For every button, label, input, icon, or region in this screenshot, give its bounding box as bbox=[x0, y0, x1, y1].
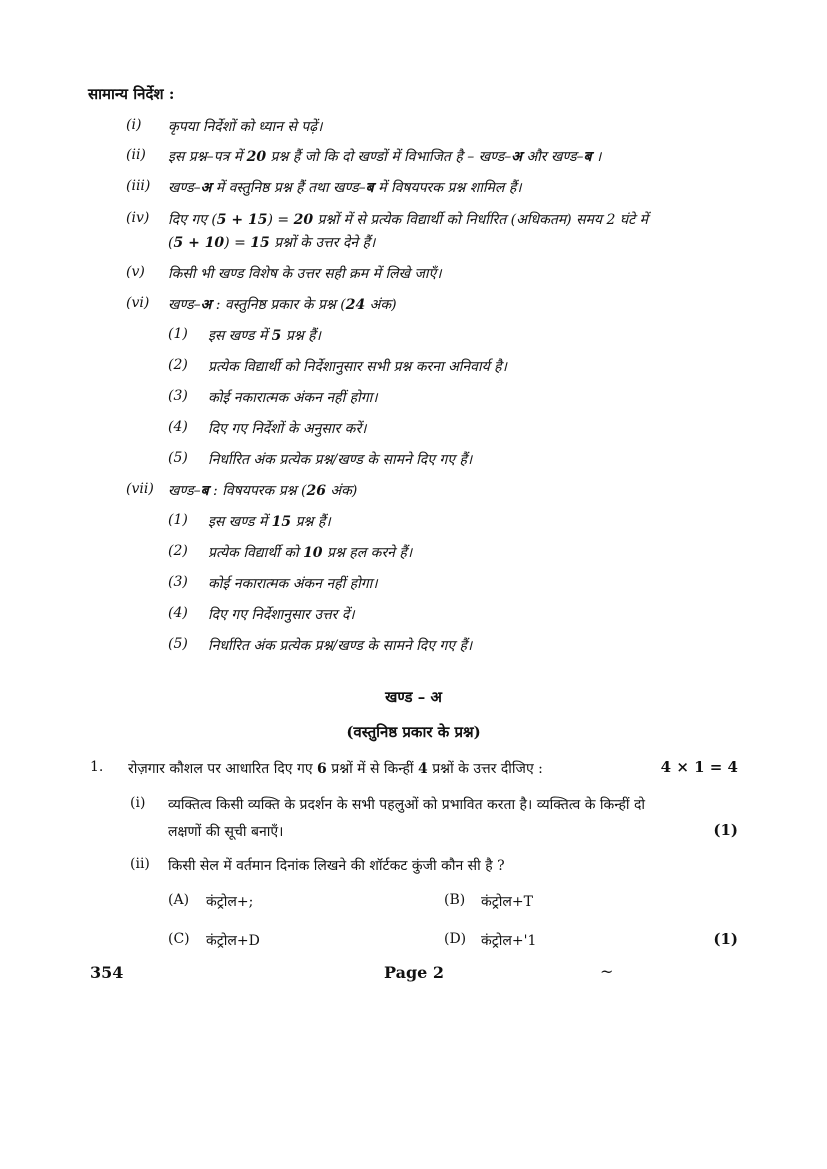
option-text: कंट्रोल+; bbox=[206, 894, 254, 910]
instruction-number: (vi) bbox=[126, 295, 150, 311]
sub-text: इस खण्ड में 5 प्रश्न हैं। bbox=[208, 328, 321, 344]
sub-number: (5) bbox=[168, 636, 188, 652]
sub-text: प्रत्येक विद्यार्थी को 10 प्रश्न हल करने हैं। bbox=[208, 545, 413, 561]
sub-number: (5) bbox=[168, 450, 188, 466]
sub-text: कोई नकारात्मक अंकन नहीं होगा। bbox=[208, 390, 378, 406]
subquestion-number: (i) bbox=[130, 795, 146, 811]
sub-number: (2) bbox=[168, 357, 188, 373]
subquestion-marks: (1) bbox=[713, 930, 738, 948]
question-number: 1. bbox=[90, 759, 104, 775]
subquestion-text: किसी सेल में वर्तमान दिनांक लिखने की शॉर्टकट कुंजी कौन सी है ? bbox=[168, 858, 505, 874]
subquestion-text-line1: व्यक्तित्व किसी व्यक्ति के प्रदर्शन के सभी पहलुओं को प्रभावित करता है। व्यक्तित्व के किन्हीं दो bbox=[168, 797, 646, 813]
instruction-text: किसी भी खण्ड विशेष के उत्तर सही क्रम में लिखे जाएँ। bbox=[168, 266, 442, 282]
subquestion-marks: (1) bbox=[713, 821, 738, 839]
option-label: (A) bbox=[168, 892, 190, 908]
instruction-item bbox=[126, 117, 141, 133]
sub-number: (1) bbox=[168, 326, 188, 342]
instruction-text-line2: (5 + 10) = 15 प्रश्नों के उत्तर देने हैं। bbox=[168, 235, 376, 251]
section-title: खण्ड – अ bbox=[385, 688, 442, 706]
option-text: कंट्रोल+T bbox=[481, 894, 533, 910]
paper-code: 354 bbox=[90, 963, 124, 982]
section-subtitle: (वस्तुनिष्ठ प्रकार के प्रश्न) bbox=[346, 723, 481, 741]
sub-text: प्रत्येक विद्यार्थी को निर्देशानुसार सभी प्रश्न करना अनिवार्य है। bbox=[208, 359, 507, 375]
general-instructions-heading: सामान्य निर्देश : bbox=[88, 85, 175, 103]
sub-number: (1) bbox=[168, 512, 188, 528]
instruction-number: (v) bbox=[126, 264, 145, 280]
option-label: (B) bbox=[444, 892, 466, 908]
question-text: रोज़गार कौशल पर आधारित दिए गए 6 प्रश्नों में से किन्हीं 4 प्रश्नों के उत्तर दीजिए : bbox=[128, 761, 543, 777]
option-label: (D) bbox=[444, 931, 467, 947]
sub-number: (2) bbox=[168, 543, 188, 559]
sub-text: इस खण्ड में 15 प्रश्न हैं। bbox=[208, 514, 331, 530]
sub-text: दिए गए निर्देशानुसार उत्तर दें। bbox=[208, 607, 355, 623]
instruction-text: खण्ड–अ : वस्तुनिष्ठ प्रकार के प्रश्न (24 अंक) bbox=[168, 297, 397, 313]
sub-text: कोई नकारात्मक अंकन नहीं होगा। bbox=[208, 576, 378, 592]
instruction-number: (iv) bbox=[126, 210, 150, 226]
option-label: (C) bbox=[168, 931, 190, 947]
instruction-number: (ii) bbox=[126, 147, 146, 163]
instruction-number: (iii) bbox=[126, 178, 151, 194]
sub-text: निर्धारित अंक प्रत्येक प्रश्न/खण्ड के सामने दिए गए हैं। bbox=[208, 452, 473, 468]
question-marks: 4 × 1 = 4 bbox=[660, 758, 738, 776]
option-text: कंट्रोल+D bbox=[206, 933, 260, 949]
instruction-number: (vii) bbox=[126, 481, 154, 497]
instruction-number: (i) bbox=[126, 117, 142, 133]
sub-number: (4) bbox=[168, 605, 188, 621]
instruction-text: खण्ड–ब : विषयपरक प्रश्न (26 अंक) bbox=[168, 483, 358, 499]
instruction-text: इस प्रश्न–पत्र में 20 प्रश्न हैं जो कि दो खण्डों में विभाजित है – खण्ड–अ और खण्ड–ब । bbox=[168, 149, 602, 165]
sub-number: (4) bbox=[168, 419, 188, 435]
instruction-text-line1: दिए गए (5 + 15) = 20 प्रश्नों में से प्रत्येक विद्यार्थी को निर्धारित (अधिकतम) समय 2 घंटे में bbox=[168, 212, 648, 228]
sub-text: दिए गए निर्देशों के अनुसार करें। bbox=[208, 421, 367, 437]
sub-number: (3) bbox=[168, 574, 188, 590]
subquestion-number: (ii) bbox=[130, 856, 150, 872]
page-number: Page 2 bbox=[384, 963, 445, 982]
instruction-text: खण्ड–अ में वस्तुनिष्ठ प्रश्न हैं तथा खण्ड–ब में विषयपरक प्रश्न शामिल हैं। bbox=[168, 180, 522, 196]
sub-text: निर्धारित अंक प्रत्येक प्रश्न/खण्ड के सामने दिए गए हैं। bbox=[208, 638, 473, 654]
subquestion-text-line2: लक्षणों की सूची बनाएँ। bbox=[168, 824, 284, 840]
sub-number: (3) bbox=[168, 388, 188, 404]
instruction-text: कृपया निर्देशों को ध्यान से पढ़ें। bbox=[168, 119, 323, 135]
footer-mark: ~ bbox=[600, 962, 614, 981]
option-text: कंट्रोल+'1 bbox=[481, 933, 537, 949]
